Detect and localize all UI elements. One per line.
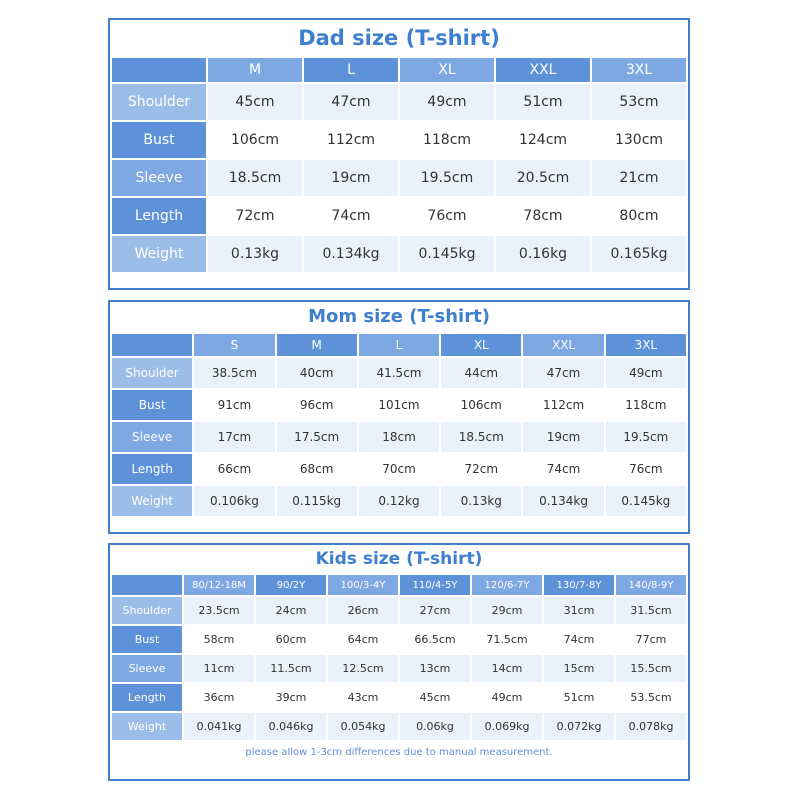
measurement-cell: 27cm [400, 597, 470, 624]
measurement-cell: 68cm [277, 454, 357, 484]
size-header-row [112, 58, 686, 82]
measurement-cell: 14cm [472, 655, 542, 682]
measurement-cell: 17.5cm [277, 422, 357, 452]
row-label: Bust [112, 122, 206, 158]
measurement-cell: 60cm [256, 626, 326, 653]
measurement-cell: 15.5cm [616, 655, 686, 682]
row-label: Shoulder [112, 597, 182, 624]
measurement-cell: 74cm [304, 198, 398, 234]
measurement-cell: 51cm [544, 684, 614, 711]
header-corner-cell [112, 334, 192, 356]
measurement-cell: 47cm [523, 358, 603, 388]
measurement-cell: 21cm [592, 160, 686, 196]
measurement-row [112, 486, 686, 516]
measurement-cell: 40cm [277, 358, 357, 388]
measurement-note: please allow 1-3cm differences due to manual measurement. [245, 747, 553, 758]
measurement-row [112, 358, 686, 388]
measurement-cell: 17cm [194, 422, 274, 452]
measurement-cell: 0.054kg [328, 713, 398, 740]
measurement-row [112, 597, 686, 624]
row-label: Weight [112, 713, 182, 740]
size-header-cell: 140/8-9Y [616, 575, 686, 595]
mom-size-table [110, 332, 688, 518]
dad-size-table [110, 56, 688, 274]
measurement-cell: 74cm [544, 626, 614, 653]
size-header-cell: XL [400, 58, 494, 82]
measurement-row [112, 713, 686, 740]
measurement-cell: 74cm [523, 454, 603, 484]
row-label: Sleeve [112, 422, 192, 452]
measurement-cell: 23.5cm [184, 597, 254, 624]
measurement-cell: 112cm [523, 390, 603, 420]
header-corner-cell [112, 575, 182, 595]
size-header-cell: 90/2Y [256, 575, 326, 595]
measurement-cell: 91cm [194, 390, 274, 420]
measurement-cell: 76cm [400, 198, 494, 234]
measurement-cell: 49cm [472, 684, 542, 711]
measurement-row [112, 626, 686, 653]
measurement-cell: 19cm [304, 160, 398, 196]
measurement-cell: 18.5cm [441, 422, 521, 452]
measurement-cell: 106cm [441, 390, 521, 420]
measurement-cell: 77cm [616, 626, 686, 653]
measurement-cell: 72cm [441, 454, 521, 484]
measurement-cell: 12.5cm [328, 655, 398, 682]
measurement-row [112, 390, 686, 420]
measurement-cell: 0.134kg [523, 486, 603, 516]
size-header-cell: 3XL [606, 334, 686, 356]
measurement-cell: 0.06kg [400, 713, 470, 740]
measurement-cell: 71.5cm [472, 626, 542, 653]
size-header-cell: S [194, 334, 274, 356]
measurement-cell: 45cm [400, 684, 470, 711]
measurement-cell: 0.072kg [544, 713, 614, 740]
measurement-row [112, 684, 686, 711]
dad-size-chart [108, 18, 690, 290]
measurement-cell: 0.165kg [592, 236, 686, 272]
mom-size-chart [108, 300, 690, 534]
measurement-cell: 0.134kg [304, 236, 398, 272]
row-label: Sleeve [112, 160, 206, 196]
measurement-cell: 13cm [400, 655, 470, 682]
measurement-cell: 19.5cm [400, 160, 494, 196]
mom-size-title: Mom size (T-shirt) [308, 306, 490, 327]
size-header-cell: M [277, 334, 357, 356]
measurement-cell: 43cm [328, 684, 398, 711]
measurement-cell: 15cm [544, 655, 614, 682]
measurement-cell: 0.13kg [208, 236, 302, 272]
measurement-cell: 51cm [496, 84, 590, 120]
measurement-cell: 29cm [472, 597, 542, 624]
measurement-cell: 0.16kg [496, 236, 590, 272]
kids-size-title: Kids size (T-shirt) [315, 549, 483, 569]
measurement-cell: 45cm [208, 84, 302, 120]
measurement-cell: 106cm [208, 122, 302, 158]
measurement-cell: 0.041kg [184, 713, 254, 740]
measurement-cell: 112cm [304, 122, 398, 158]
measurement-cell: 0.115kg [277, 486, 357, 516]
size-header-cell: XXL [496, 58, 590, 82]
measurement-cell: 38.5cm [194, 358, 274, 388]
size-header-cell: XL [441, 334, 521, 356]
measurement-row [112, 655, 686, 682]
measurement-cell: 0.046kg [256, 713, 326, 740]
measurement-cell: 49cm [606, 358, 686, 388]
measurement-cell: 39cm [256, 684, 326, 711]
measurement-cell: 66.5cm [400, 626, 470, 653]
measurement-cell: 47cm [304, 84, 398, 120]
measurement-cell: 64cm [328, 626, 398, 653]
measurement-cell: 41.5cm [359, 358, 439, 388]
measurement-cell: 0.12kg [359, 486, 439, 516]
size-header-cell: L [304, 58, 398, 82]
size-header-cell: L [359, 334, 439, 356]
header-corner-cell [112, 58, 206, 82]
size-header-cell: 120/6-7Y [472, 575, 542, 595]
measurement-cell: 19cm [523, 422, 603, 452]
row-label: Length [112, 198, 206, 234]
measurement-cell: 0.069kg [472, 713, 542, 740]
measurement-cell: 124cm [496, 122, 590, 158]
measurement-cell: 49cm [400, 84, 494, 120]
measurement-row [112, 198, 686, 234]
measurement-cell: 53.5cm [616, 684, 686, 711]
measurement-cell: 70cm [359, 454, 439, 484]
measurement-cell: 101cm [359, 390, 439, 420]
measurement-cell: 31.5cm [616, 597, 686, 624]
size-header-cell: 130/7-8Y [544, 575, 614, 595]
measurement-row [112, 160, 686, 196]
size-header-cell: M [208, 58, 302, 82]
measurement-row [112, 422, 686, 452]
measurement-cell: 78cm [496, 198, 590, 234]
measurement-cell: 118cm [606, 390, 686, 420]
row-label: Shoulder [112, 84, 206, 120]
measurement-row [112, 122, 686, 158]
measurement-cell: 53cm [592, 84, 686, 120]
measurement-cell: 44cm [441, 358, 521, 388]
row-label: Shoulder [112, 358, 192, 388]
measurement-cell: 76cm [606, 454, 686, 484]
size-header-cell: 80/12-18M [184, 575, 254, 595]
measurement-cell: 18.5cm [208, 160, 302, 196]
measurement-cell: 11.5cm [256, 655, 326, 682]
measurement-cell: 58cm [184, 626, 254, 653]
measurement-cell: 80cm [592, 198, 686, 234]
size-header-row [112, 334, 686, 356]
measurement-cell: 26cm [328, 597, 398, 624]
measurement-cell: 19.5cm [606, 422, 686, 452]
kids-size-chart [108, 543, 690, 781]
measurement-cell: 20.5cm [496, 160, 590, 196]
size-header-cell: 3XL [592, 58, 686, 82]
measurement-cell: 130cm [592, 122, 686, 158]
row-label: Sleeve [112, 655, 182, 682]
measurement-cell: 0.13kg [441, 486, 521, 516]
kids-size-table [110, 573, 688, 742]
measurement-cell: 96cm [277, 390, 357, 420]
row-label: Bust [112, 626, 182, 653]
size-header-cell: 110/4-5Y [400, 575, 470, 595]
measurement-cell: 18cm [359, 422, 439, 452]
measurement-cell: 0.078kg [616, 713, 686, 740]
size-header-cell: 100/3-4Y [328, 575, 398, 595]
measurement-cell: 0.145kg [606, 486, 686, 516]
measurement-cell: 72cm [208, 198, 302, 234]
measurement-cell: 31cm [544, 597, 614, 624]
size-header-cell: XXL [523, 334, 603, 356]
dad-size-title: Dad size (T-shirt) [298, 26, 500, 50]
row-label: Weight [112, 236, 206, 272]
row-label: Length [112, 454, 192, 484]
measurement-row [112, 454, 686, 484]
measurement-cell: 24cm [256, 597, 326, 624]
measurement-cell: 0.106kg [194, 486, 274, 516]
size-header-row [112, 575, 686, 595]
measurement-cell: 66cm [194, 454, 274, 484]
row-label: Weight [112, 486, 192, 516]
row-label: Length [112, 684, 182, 711]
measurement-cell: 118cm [400, 122, 494, 158]
row-label: Bust [112, 390, 192, 420]
measurement-row [112, 84, 686, 120]
measurement-cell: 36cm [184, 684, 254, 711]
measurement-cell: 11cm [184, 655, 254, 682]
measurement-cell: 0.145kg [400, 236, 494, 272]
measurement-row [112, 236, 686, 272]
